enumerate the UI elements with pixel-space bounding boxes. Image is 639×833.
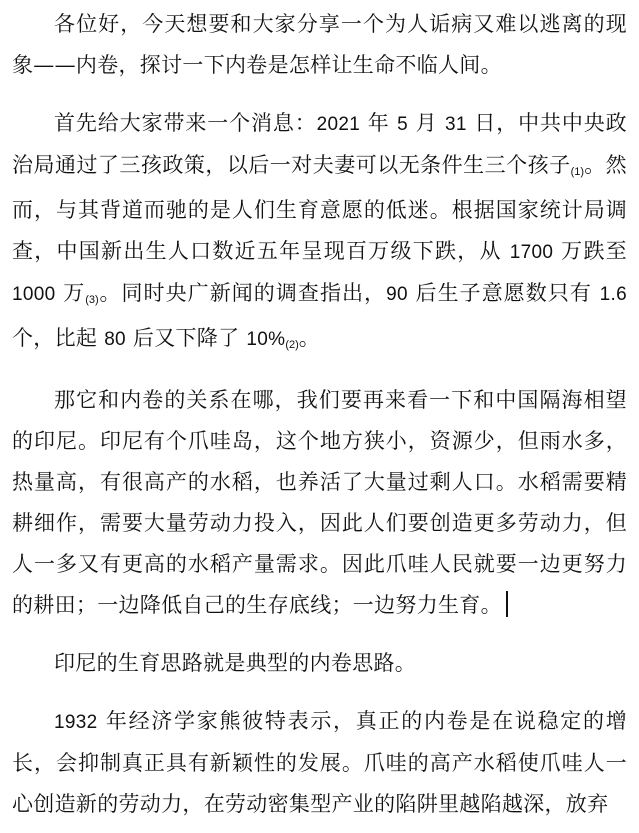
paragraph-text: 各位好，今天想要和大家分享一个为人诟病又难以逃离的现象——内卷，探讨一下内卷是怎样让生命不临人间。 xyxy=(12,12,627,77)
paragraph-text: 月 xyxy=(408,111,446,135)
paragraph-text: 年 xyxy=(360,111,398,135)
number-day: 31 xyxy=(445,114,467,135)
paragraph-text: 。 xyxy=(298,326,321,350)
paragraph-text: 。同时央广新闻的调查指出， xyxy=(98,281,387,305)
number-percent: 10% xyxy=(246,329,286,350)
number-value: 1700 xyxy=(509,242,554,263)
number-month: 5 xyxy=(397,114,409,135)
paragraph-text: 。然而，与其背道而驰的是人们生育意愿的低迷。根据国家统计局调查，中国新出生人口数近五年呈现百万级下跌，从 xyxy=(12,153,627,263)
paragraph-text: 首先给大家带来一个消息： xyxy=(54,111,317,135)
number-year: 1932 xyxy=(54,712,98,733)
number-value: 80 xyxy=(104,329,126,350)
paragraph-text: 日，中共中央政治局通过了三孩政策，以后一对夫妻可以无条件生三个孩子 xyxy=(12,111,627,177)
text-cursor[interactable] xyxy=(506,591,508,617)
paragraph-intro xyxy=(12,4,627,86)
number-year: 2021 xyxy=(316,114,361,135)
number-value: 1000 xyxy=(12,284,56,305)
paragraph-text: 万 xyxy=(55,281,86,305)
citation-ref: (1) xyxy=(570,166,585,178)
number-value: 1.6 xyxy=(599,284,627,305)
paragraph-text: 那它和内卷的关系在哪，我们要再来看一下和中国隔海相望的印尼。印尼有个爪哇岛，这个地方狭小，资源少，但雨水多，热量高，有很高产的水稻，也养活了大量过剩人口。水稻需要精耕细作，需要大量劳动力投入，因此人们要创造更多劳动力，但人一多又有更高的水稻产量需求。因此爪哇人民就要一边更努力的耕田；一边降低自己的生存底线；一边努力生育。 xyxy=(12,388,627,617)
citation-ref: (2) xyxy=(285,339,299,351)
paragraph-involution-thinking xyxy=(12,643,627,684)
paragraph-indonesia xyxy=(12,380,627,626)
number-value: 90 xyxy=(386,284,408,305)
citation-ref: (3) xyxy=(85,294,99,306)
paragraph-text: 后生子意愿数只有 xyxy=(407,281,600,305)
paragraph-text: 后又下降了 xyxy=(125,326,247,350)
paragraph-schumpeter xyxy=(12,701,627,825)
paragraph-text: 年经济学家熊彼特表示，真正的内卷是在说稳定的增长，会抑制真正具有新颖性的发展。爪哇的高产水稻使爪哇人一心创造新的劳动力，在劳动密集型产业的陷阱里越陷越深，放弃 xyxy=(12,709,627,816)
paragraph-text: 个，比起 xyxy=(12,326,105,350)
paragraph-text: 万跌至 xyxy=(553,239,628,263)
paragraph-text: 印尼的生育思路就是典型的内卷思路。 xyxy=(54,651,417,675)
paragraph-policy-news xyxy=(12,103,627,363)
